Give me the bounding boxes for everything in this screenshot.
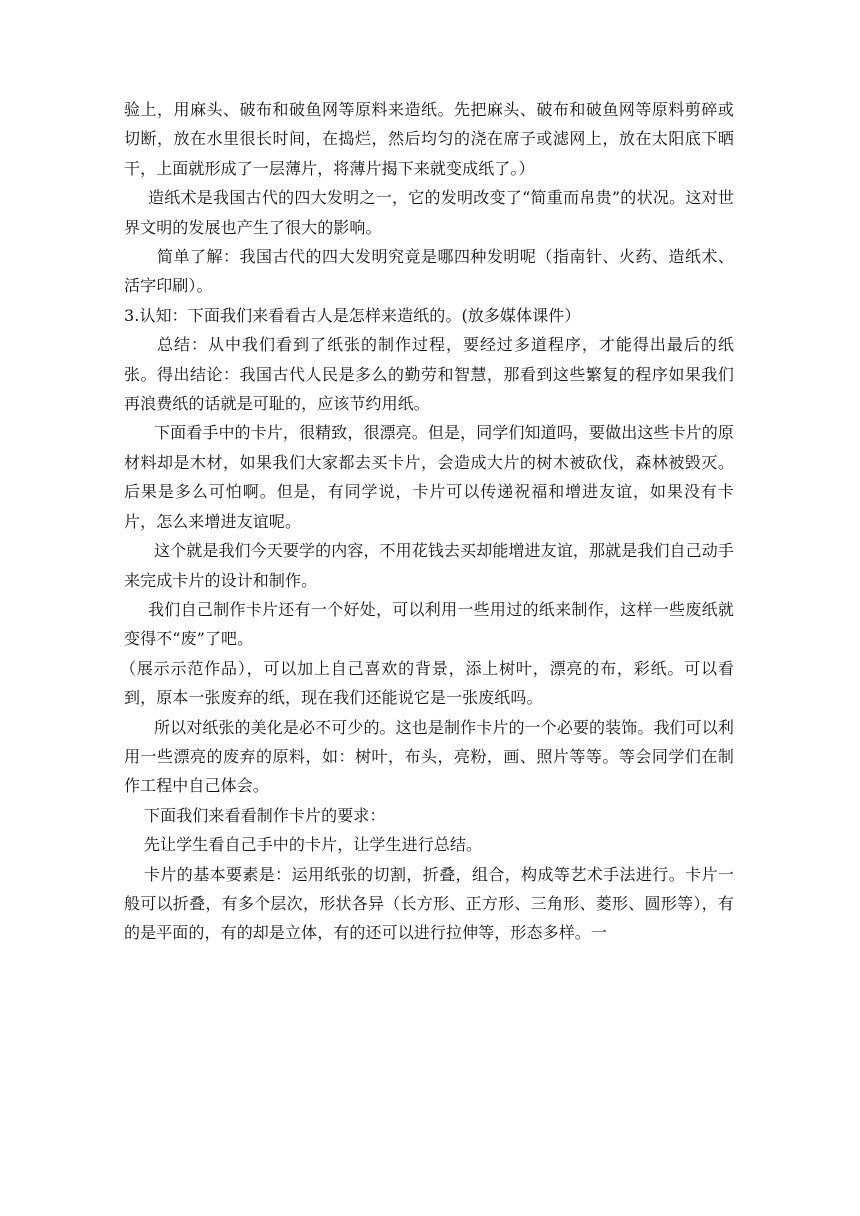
paragraph-cards-materials: 下面看手中的卡片，很精致，很漂亮。但是，同学们知道吗，要做出这些卡片的原材料却是木材，如果我们大家都去买卡片，会造成大片的树木被砍伐，森林被毁灭。后果是多么可怕啊。但是，有同学说，卡片可以传递祝福和增进友谊，如果没有卡片，怎么来增进友谊呢。 bbox=[124, 423, 734, 531]
paragraph-lesson-content: 这个就是我们今天要学的内容，不用花钱去买却能增进友谊，那就是我们自己动手来完成卡片的设计和制作。 bbox=[124, 541, 734, 590]
paragraph-papermaking-process: 验上，用麻头、破布和破鱼网等原料来造纸。先把麻头、破布和破鱼网等原料剪碎或切断，放在水里很长时间，在捣烂，然后均匀的浇在席子或滤网上，放在太阳底下晒干，上面就形成了一层薄片，将薄片揭下来就变成纸了。） bbox=[124, 100, 734, 178]
paragraph-cognition-step: 3.认知：下面我们来看看古人是怎样来造纸的。(放多媒体课件） bbox=[124, 305, 581, 325]
paragraph-four-inventions-impact: 造纸术是我国古代的四大发明之一，它的发明改变了“简重而帛贵”的状况。这对世界文明的发展也产生了很大的影响。 bbox=[124, 188, 734, 237]
paragraph-requirements-heading: 下面我们来看看制作卡片的要求： bbox=[144, 805, 386, 825]
paragraph-show-example: （展示示范作品），可以加上自己喜欢的背景，添上树叶，漂亮的布，彩纸。可以看到，原本一张废弃的纸，现在我们还能说它是一张废纸吗。 bbox=[120, 658, 734, 708]
paragraph-decoration: 所以对纸张的美化是必不可少的。这也是制作卡片的一个必要的装饰。我们可以利用一些漂亮的废弃的原料，如：树叶，布头，亮粉，画、照片等等。等会同学们在制作工程中自己体会。 bbox=[124, 717, 734, 796]
paragraph-students-summary: 先让学生看自己手中的卡片，让学生进行总结。 bbox=[144, 835, 483, 855]
paragraph-card-basics: 卡片的基本要素是：运用纸张的切割，折叠，组合，构成等艺术手法进行。卡片一般可以折叠，有多个层次，形状各异（长方形、正方形、三角形、菱形、圆形等），有的是平面的，有的却是立体，有的还可以进行拉伸等，形态多样。一 bbox=[124, 864, 734, 943]
document-body bbox=[120, 95, 734, 948]
paragraph-reuse-paper: 我们自己制作卡片还有一个好处，可以利用一些用过的纸来制作，这样一些废纸就变得不“废”了吧。 bbox=[124, 599, 734, 649]
paragraph-four-inventions-question: 简单了解：我国古代的四大发明究竟是哪四种发明呢（指南针、火药、造纸术、活字印刷）。 bbox=[124, 247, 734, 296]
paragraph-summary: 总结：从中我们看到了纸张的制作过程，要经过多道程序，才能得出最后的纸张。得出结论：我国古代人民是多么的勤劳和智慧，那看到这些繁复的程序如果我们再浪费纸的话就是可耻的，应该节约用纸。 bbox=[124, 335, 734, 414]
